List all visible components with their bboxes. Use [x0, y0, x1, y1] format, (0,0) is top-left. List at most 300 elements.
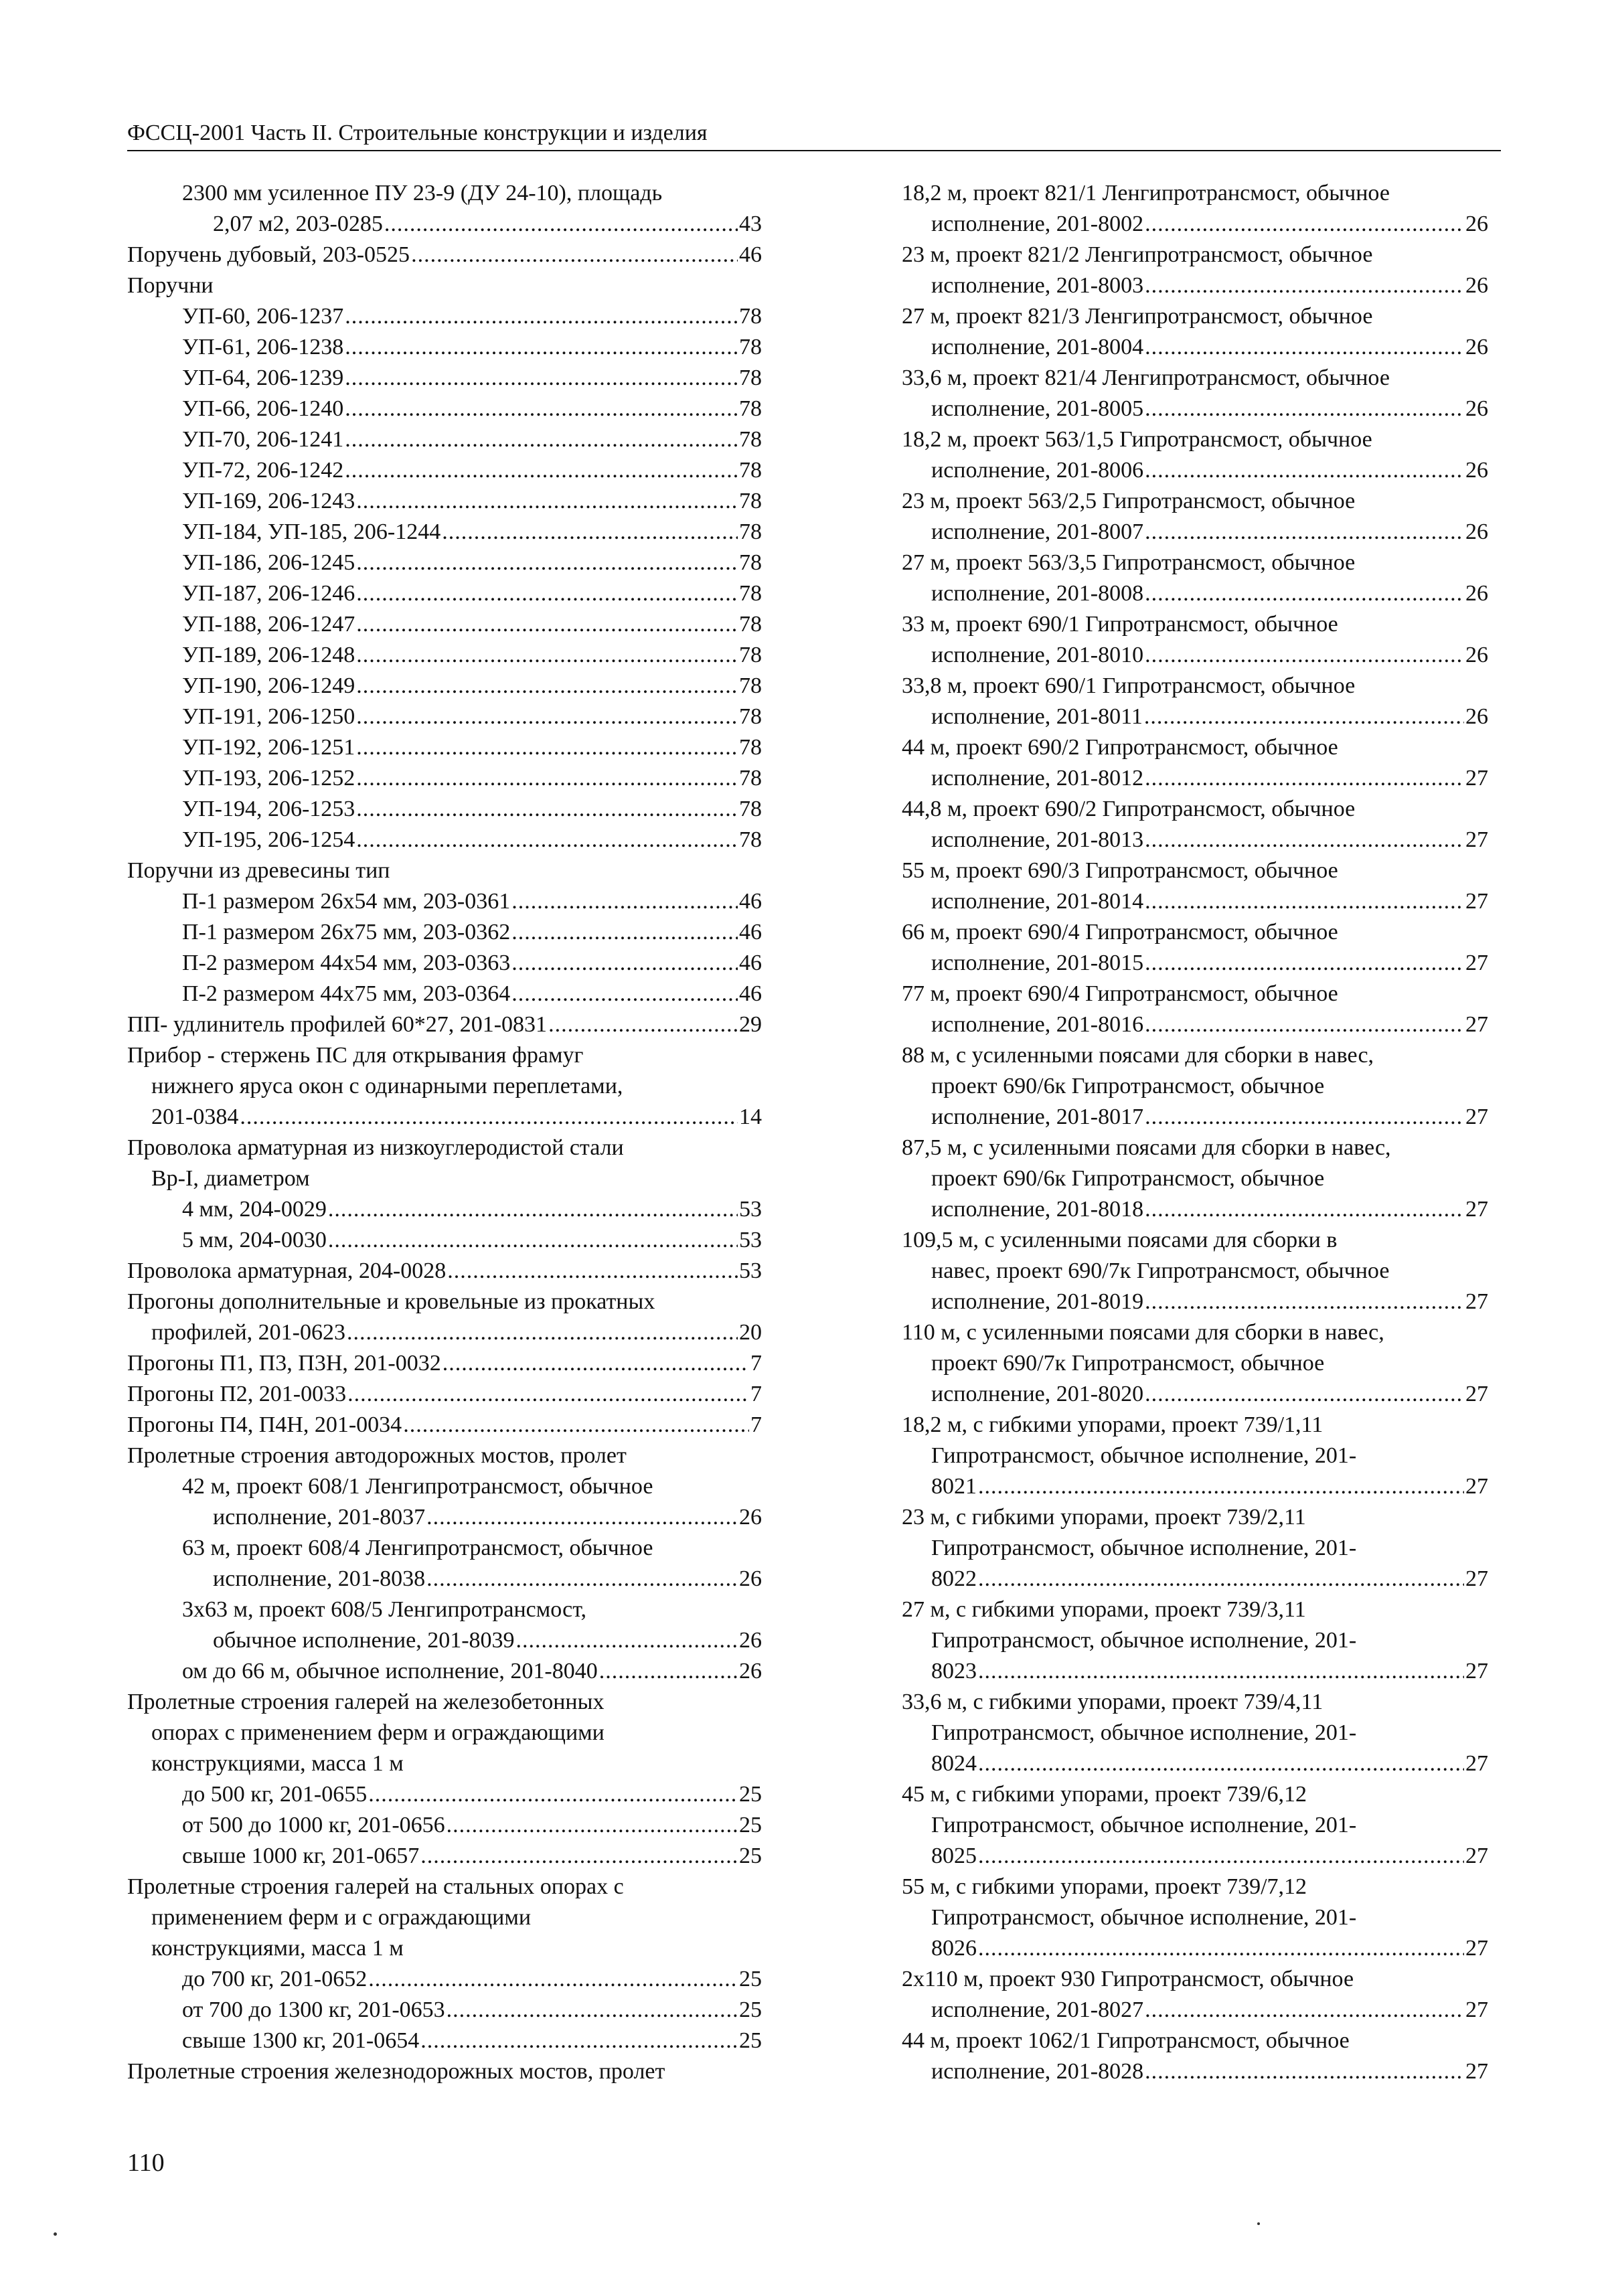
- index-page-ref: 26: [1465, 212, 1488, 236]
- dot-leader: [345, 394, 738, 424]
- index-entry-text: Пролетные строения железнодорожных мостов, пролет: [127, 2059, 665, 2084]
- index-page-ref: 27: [1465, 1566, 1488, 1591]
- dot-leader: [1145, 1194, 1464, 1225]
- index-page-ref: 46: [739, 889, 762, 914]
- index-line-with-page: [127, 825, 762, 855]
- index-page-ref: 26: [739, 1566, 762, 1591]
- index-entry-text: 3х63 м, проект 608/5 Ленгипротрансмост,: [182, 1597, 586, 1622]
- dot-leader: [1145, 332, 1464, 363]
- index-entry-text: Гипротрансмост, обычное исполнение, 201-: [931, 1813, 1357, 1837]
- index-line-with-page: [902, 1194, 1488, 1225]
- dot-leader: [447, 1995, 738, 2026]
- index-entry-text: обычное исполнение, 201-8039: [213, 1628, 515, 1653]
- dot-leader: [345, 424, 738, 455]
- index-entry-text: ом до 66 м, обычное исполнение, 201-8040: [182, 1659, 598, 1684]
- index-line-with-page: [127, 424, 762, 455]
- index-line-with-page: [902, 578, 1488, 609]
- index-entry: [902, 1133, 1488, 1225]
- index-line-with-page: [127, 301, 762, 332]
- index-entry-text: УП-72, 206-1242: [182, 458, 344, 483]
- index-page-ref: 25: [739, 1782, 762, 1807]
- dot-leader: [411, 240, 738, 270]
- index-line-with-page: [902, 517, 1488, 548]
- dot-leader: [978, 1748, 1464, 1779]
- index-entry-text: П-2 размером 44х75 мм, 203-0364: [182, 981, 511, 1006]
- index-line-with-page: [902, 763, 1488, 794]
- dot-leader: [345, 332, 738, 363]
- index-page-ref: 78: [739, 335, 762, 359]
- dot-leader: [1145, 640, 1464, 671]
- index-entry: [127, 1287, 762, 1348]
- index-entry: [127, 363, 762, 394]
- index-entry-text: УП-192, 206-1251: [182, 735, 355, 760]
- index-entry: [127, 1348, 762, 1379]
- index-entry-text: Поручень дубовый, 203-0525: [127, 242, 410, 267]
- index-entry: [127, 1379, 762, 1410]
- header-title: ФССЦ-2001 Часть II. Строительные конструкции и изделия: [127, 120, 708, 145]
- index-line-with-page: [127, 209, 762, 240]
- dot-leader: [356, 825, 738, 855]
- dot-leader: [1145, 1009, 1464, 1040]
- index-entry: [902, 1872, 1488, 1964]
- index-entry: [127, 1256, 762, 1287]
- index-line-with-page: [902, 1841, 1488, 1872]
- dot-leader: [511, 917, 738, 948]
- dot-leader: [384, 209, 738, 240]
- dot-leader: [426, 1502, 738, 1533]
- index-entry-text: 23 м, проект 563/2,5 Гипротрансмост, обычное: [902, 489, 1356, 513]
- index-entry-text: УП-61, 206-1238: [182, 335, 344, 359]
- index-entry-text: 42 м, проект 608/1 Ленгипротрансмост, обычное: [182, 1474, 653, 1499]
- index-line-with-page: [127, 1225, 762, 1256]
- index-page-ref: 78: [739, 766, 762, 791]
- index-page-ref: 27: [1465, 766, 1488, 791]
- index-page-ref: 26: [739, 1628, 762, 1653]
- index-entry-text: Проволока арматурная из низкоуглеродистой стали: [127, 1135, 624, 1160]
- index-entry: [127, 671, 762, 702]
- index-line-with-page: [127, 979, 762, 1009]
- dot-leader: [328, 1194, 738, 1225]
- index-entry-text: УП-169, 206-1243: [182, 489, 355, 513]
- index-line-with-page: [902, 2056, 1488, 2087]
- index-entry: [127, 270, 762, 301]
- index-entry: [902, 917, 1488, 979]
- index-entry: [902, 1502, 1488, 1594]
- index-line-with-page: [902, 1009, 1488, 1040]
- index-entry-text: 44 м, проект 690/2 Гипротрансмост, обычное: [902, 735, 1338, 760]
- dot-leader: [1145, 1102, 1464, 1133]
- dot-leader: [1145, 455, 1464, 486]
- index-line-with-page: [902, 1379, 1488, 1410]
- index-page-ref: 27: [1465, 889, 1488, 914]
- index-line-with-page: [902, 1933, 1488, 1964]
- index-entry-text: применением ферм и с ограждающими: [151, 1905, 532, 1930]
- index-entry-text: исполнение, 201-8013: [931, 827, 1144, 852]
- index-line-with-page: [127, 1656, 762, 1687]
- index-entry-text: УП-184, УП-185, 206-1244: [182, 519, 441, 544]
- index-page-ref: 78: [739, 550, 762, 575]
- index-line-with-page: [902, 1102, 1488, 1133]
- index-page-ref: 14: [739, 1104, 762, 1129]
- dot-leader: [403, 1410, 749, 1441]
- index-line-with-page: [902, 702, 1488, 732]
- index-entry-text: УП-195, 206-1254: [182, 827, 355, 852]
- index-entry-text: 45 м, с гибкими упорами, проект 739/6,12: [902, 1782, 1307, 1807]
- index-line-with-page: [127, 917, 762, 948]
- dot-leader: [1145, 517, 1464, 548]
- index-entry-text: 8026: [931, 1936, 977, 1961]
- index-page-ref: 20: [739, 1320, 762, 1345]
- index-entry-text: исполнение, 201-8028: [931, 2059, 1144, 2084]
- dot-leader: [443, 1348, 749, 1379]
- page-number: 110: [127, 2149, 165, 2177]
- index-line-with-page: [127, 332, 762, 363]
- index-page-ref: 78: [739, 489, 762, 513]
- index-entry: [127, 301, 762, 332]
- index-page-ref: 26: [1465, 273, 1488, 298]
- dot-leader: [978, 1564, 1464, 1594]
- index-entry-text: 8022: [931, 1566, 977, 1591]
- index-entry: [902, 178, 1488, 240]
- dot-leader: [356, 578, 738, 609]
- index-line-with-page: [902, 886, 1488, 917]
- index-entry: [127, 578, 762, 609]
- index-page-ref: 29: [739, 1012, 762, 1037]
- index-entry-text: 27 м, проект 821/3 Ленгипротрансмост, обычное: [902, 304, 1373, 329]
- index-entry: [902, 855, 1488, 917]
- index-entry-text: 109,5 м, с усиленными поясами для сборки в: [902, 1228, 1338, 1252]
- index-entry: [902, 240, 1488, 301]
- index-page-ref: 78: [739, 612, 762, 637]
- index-page-ref: 53: [739, 1197, 762, 1222]
- index-entry-text: 33,8 м, проект 690/1 Гипротрансмост, обычное: [902, 673, 1356, 698]
- index-entry-text: 27 м, проект 563/3,5 Гипротрансмост, обычное: [902, 550, 1356, 575]
- index-entry: [902, 1594, 1488, 1687]
- dot-leader: [356, 671, 738, 702]
- index-entry-text: нижнего яруса окон с одинарными переплетами,: [151, 1074, 623, 1098]
- index-entry: [127, 517, 762, 548]
- dot-leader: [978, 1841, 1464, 1872]
- index-entry: [127, 178, 762, 240]
- index-page-ref: 27: [1465, 1104, 1488, 1129]
- scan-speck: [1257, 2222, 1260, 2225]
- dot-leader: [978, 1656, 1464, 1687]
- index-entry: [127, 979, 762, 1009]
- index-entry-text: УП-187, 206-1246: [182, 581, 355, 606]
- index-entry: [127, 609, 762, 640]
- index-page-ref: 26: [1465, 458, 1488, 483]
- index-entry: [902, 548, 1488, 609]
- dot-leader: [978, 1933, 1464, 1964]
- index-line-with-page: [127, 1348, 762, 1379]
- index-entry: [902, 794, 1488, 855]
- index-entry-text: исполнение, 201-8012: [931, 766, 1144, 791]
- index-line-with-page: [127, 394, 762, 424]
- index-page-ref: 27: [1465, 951, 1488, 975]
- index-entry-text: УП-186, 206-1245: [182, 550, 355, 575]
- index-entry: [127, 702, 762, 732]
- index-entry-text: Пролетные строения автодорожных мостов, пролет: [127, 1443, 627, 1468]
- index-page-ref: 7: [750, 1351, 762, 1376]
- dot-leader: [420, 1841, 738, 1872]
- index-line-with-page: [902, 209, 1488, 240]
- index-line-with-page: [902, 1995, 1488, 2026]
- index-entry-text: 2300 мм усиленное ПУ 23-9 (ДУ 24-10), площадь: [182, 181, 663, 206]
- index-line-with-page: [127, 1964, 762, 1995]
- index-line-with-page: [127, 548, 762, 578]
- index-entry-text: исполнение, 201-8004: [931, 335, 1144, 359]
- index-entry-text: проект 690/6к Гипротрансмост, обычное: [931, 1074, 1325, 1098]
- index-entry: [902, 1410, 1488, 1502]
- dot-leader: [356, 640, 738, 671]
- index-line-with-page: [127, 886, 762, 917]
- index-page-ref: 27: [1465, 1012, 1488, 1037]
- index-line-with-page: [127, 1810, 762, 1841]
- index-entry: [127, 886, 762, 917]
- index-page-ref: 78: [739, 704, 762, 729]
- index-entry-text: исполнение, 201-8007: [931, 519, 1144, 544]
- dot-leader: [1145, 948, 1464, 979]
- index-entry-text: 23 м, проект 821/2 Ленгипротрансмост, обычное: [902, 242, 1373, 267]
- index-entry-text: исполнение, 201-8018: [931, 1197, 1144, 1222]
- index-line-with-page: [127, 609, 762, 640]
- index-line-with-page: [902, 640, 1488, 671]
- index-line-with-page: [902, 948, 1488, 979]
- index-entry: [127, 394, 762, 424]
- index-entry: [127, 825, 762, 855]
- index-line-with-page: [127, 2026, 762, 2056]
- dot-leader: [548, 1009, 738, 1040]
- index-entry: [902, 1687, 1488, 1779]
- index-entry-text: 18,2 м, проект 821/1 Ленгипротрансмост, обычное: [902, 181, 1390, 206]
- index-entry-text: 33 м, проект 690/1 Гипротрансмост, обычное: [902, 612, 1338, 637]
- index-page-ref: 78: [739, 427, 762, 452]
- index-entry: [127, 1872, 762, 2056]
- dot-leader: [599, 1656, 738, 1687]
- index-entry: [127, 1410, 762, 1441]
- index-entry-text: до 500 кг, 201-0655: [182, 1782, 368, 1807]
- dot-leader: [1145, 1287, 1464, 1317]
- index-entry-text: исполнение, 201-8014: [931, 889, 1144, 914]
- index-line-with-page: [127, 1625, 762, 1656]
- index-entry-text: Прибор - стержень ПС для открывания фрамуг: [127, 1043, 584, 1068]
- index-line-with-page: [127, 794, 762, 825]
- index-entry-text: проект 690/7к Гипротрансмост, обычное: [931, 1351, 1325, 1376]
- index-entry-text: 4 мм, 204-0029: [182, 1197, 327, 1222]
- index-line-with-page: [902, 270, 1488, 301]
- index-line-with-page: [127, 1502, 762, 1533]
- index-entry-text: Гипротрансмост, обычное исполнение, 201-: [931, 1905, 1357, 1930]
- index-entry: [902, 1225, 1488, 1317]
- index-page-ref: 46: [739, 951, 762, 975]
- index-line-with-page: [902, 1656, 1488, 1687]
- index-entry-text: Поручни: [127, 273, 214, 298]
- dot-leader: [356, 609, 738, 640]
- dot-leader: [345, 455, 738, 486]
- index-entry: [902, 301, 1488, 363]
- index-entry: [902, 609, 1488, 671]
- index-page-ref: 26: [1465, 704, 1488, 729]
- running-header: [127, 118, 1501, 151]
- index-page-ref: 43: [739, 212, 762, 236]
- index-page-ref: 26: [1465, 396, 1488, 421]
- index-entry: [127, 455, 762, 486]
- dot-leader: [1144, 702, 1464, 732]
- dot-leader: [516, 1625, 738, 1656]
- index-entry-text: Прогоны дополнительные и кровельные из прокатных: [127, 1289, 655, 1314]
- index-page-ref: 27: [1465, 1474, 1488, 1499]
- index-line-with-page: [127, 1995, 762, 2026]
- index-page-ref: 78: [739, 643, 762, 667]
- index-entry-text: Гипротрансмост, обычное исполнение, 201-: [931, 1536, 1357, 1560]
- index-entry-text: от 700 до 1300 кг, 201-0653: [182, 1997, 445, 2022]
- index-entry-text: 44 м, проект 1062/1 Гипротрансмост, обычное: [902, 2028, 1350, 2053]
- index-entry-text: навес, проект 690/7к Гипротрансмост, обычное: [931, 1258, 1390, 1283]
- index-entry-text: Прогоны П1, П3, П3Н, 201-0032: [127, 1351, 441, 1376]
- index-line-with-page: [127, 763, 762, 794]
- index-entry-text: УП-64, 206-1239: [182, 365, 344, 390]
- index-page-ref: 26: [1465, 519, 1488, 544]
- index-page-ref: 78: [739, 673, 762, 698]
- index-entry-text: исполнение, 201-8016: [931, 1012, 1144, 1037]
- index-line-with-page: [902, 1564, 1488, 1594]
- index-entry-text: исполнение, 201-8038: [213, 1566, 426, 1591]
- index-entry-text: УП-191, 206-1250: [182, 704, 355, 729]
- index-entry-text: исполнение, 201-8011: [931, 704, 1143, 729]
- dot-leader: [356, 702, 738, 732]
- dot-leader: [1145, 2056, 1464, 2087]
- index-page-ref: 78: [739, 519, 762, 544]
- index-page-ref: 53: [739, 1258, 762, 1283]
- index-line-with-page: [902, 1287, 1488, 1317]
- dot-leader: [356, 763, 738, 794]
- index-entry-text: Вр-I, диаметром: [151, 1166, 310, 1191]
- dot-leader: [1145, 270, 1464, 301]
- index-entry-text: П-1 размером 26х54 мм, 203-0361: [182, 889, 511, 914]
- index-line-with-page: [127, 640, 762, 671]
- index-column-left: [127, 178, 762, 2087]
- index-entry-text: 8023: [931, 1659, 977, 1684]
- index-entry-text: до 700 кг, 201-0652: [182, 1967, 368, 1991]
- index-line-with-page: [902, 394, 1488, 424]
- index-entry-text: исполнение, 201-8006: [931, 458, 1144, 483]
- dot-leader: [426, 1564, 738, 1594]
- index-line-with-page: [127, 1317, 762, 1348]
- index-line-with-page: [127, 1564, 762, 1594]
- index-line-with-page: [127, 1410, 762, 1441]
- index-page-ref: 27: [1465, 1936, 1488, 1961]
- index-line-with-page: [127, 1779, 762, 1810]
- index-page-ref: 27: [1465, 1289, 1488, 1314]
- index-entry-text: 33,6 м, проект 821/4 Ленгипротрансмост, обычное: [902, 365, 1390, 390]
- index-line-with-page: [127, 702, 762, 732]
- dot-leader: [1145, 578, 1464, 609]
- index-line-with-page: [127, 732, 762, 763]
- index-entry: [902, 671, 1488, 732]
- index-entry-text: исполнение, 201-8037: [213, 1505, 426, 1530]
- index-line-with-page: [127, 363, 762, 394]
- index-entry: [902, 1779, 1488, 1872]
- index-entry-text: исполнение, 201-8003: [931, 273, 1144, 298]
- dot-leader: [345, 363, 738, 394]
- index-entry-text: 201-0384: [151, 1104, 239, 1129]
- index-entry-text: опорах с применением ферм и ограждающими: [151, 1720, 605, 1745]
- index-entry: [127, 794, 762, 825]
- dot-leader: [356, 486, 738, 517]
- index-page-ref: 27: [1465, 2059, 1488, 2084]
- index-entry: [127, 424, 762, 455]
- index-entry: [127, 2056, 762, 2087]
- index-page-ref: 7: [750, 1382, 762, 1406]
- index-entry: [127, 1133, 762, 1256]
- index-entry: [127, 763, 762, 794]
- index-entry: [902, 2026, 1488, 2087]
- index-page-ref: 78: [739, 827, 762, 852]
- index-entry-text: исполнение, 201-8027: [931, 1997, 1144, 2022]
- index-line-with-page: [902, 1748, 1488, 1779]
- dot-leader: [356, 732, 738, 763]
- index-entry: [902, 1040, 1488, 1133]
- index-entry-text: 27 м, с гибкими упорами, проект 739/3,11: [902, 1597, 1306, 1622]
- index-line-with-page: [127, 1379, 762, 1410]
- dot-leader: [240, 1102, 738, 1133]
- index-page-ref: 26: [1465, 643, 1488, 667]
- index-entry-text: 44,8 м, проект 690/2 Гипротрансмост, обычное: [902, 797, 1356, 821]
- index-line-with-page: [902, 825, 1488, 855]
- index-page-ref: 7: [750, 1412, 762, 1437]
- index-entry-text: УП-66, 206-1240: [182, 396, 344, 421]
- index-entry-text: 18,2 м, с гибкими упорами, проект 739/1,11: [902, 1412, 1324, 1437]
- index-entry: [127, 1040, 762, 1133]
- index-entry: [127, 1687, 762, 1872]
- index-entry: [902, 363, 1488, 424]
- index-entry: [127, 548, 762, 578]
- index-entry-text: исполнение, 201-8020: [931, 1382, 1144, 1406]
- index-line-with-page: [127, 1256, 762, 1287]
- dot-leader: [447, 1256, 738, 1287]
- index-entry-text: конструкциями, масса 1 м: [151, 1751, 404, 1776]
- index-entry-text: исполнение, 201-8019: [931, 1289, 1144, 1314]
- index-page-ref: 46: [739, 920, 762, 945]
- index-entry-text: исполнение, 201-8005: [931, 396, 1144, 421]
- dot-leader: [1145, 886, 1464, 917]
- index-entry-text: УП-194, 206-1253: [182, 797, 355, 821]
- index-entry-text: исполнение, 201-8010: [931, 643, 1144, 667]
- index-line-with-page: [127, 1194, 762, 1225]
- index-page-ref: 27: [1465, 1751, 1488, 1776]
- index-entry-text: П-2 размером 44х54 мм, 203-0363: [182, 951, 511, 975]
- dot-leader: [978, 1471, 1464, 1502]
- dot-leader: [442, 517, 738, 548]
- index-entry-text: Проволока арматурная, 204-0028: [127, 1258, 447, 1283]
- index-page-ref: 25: [739, 1997, 762, 2022]
- dot-leader: [1145, 209, 1464, 240]
- index-entry-text: Поручни из древесины тип: [127, 858, 390, 883]
- dot-leader: [345, 301, 738, 332]
- dot-leader: [1145, 394, 1464, 424]
- index-entry: [127, 240, 762, 270]
- index-page-ref: 78: [739, 458, 762, 483]
- index-entry-text: УП-70, 206-1241: [182, 427, 344, 452]
- index-page-ref: 25: [739, 1813, 762, 1837]
- index-entry-text: 23 м, с гибкими упорами, проект 739/2,11: [902, 1505, 1306, 1530]
- index-line-with-page: [127, 671, 762, 702]
- index-entry-text: П-1 размером 26х75 мм, 203-0362: [182, 920, 511, 945]
- index-line-with-page: [127, 240, 762, 270]
- dot-leader: [368, 1964, 738, 1995]
- index-page-ref: 78: [739, 581, 762, 606]
- index-entry-text: 55 м, с гибкими упорами, проект 739/7,12: [902, 1874, 1307, 1899]
